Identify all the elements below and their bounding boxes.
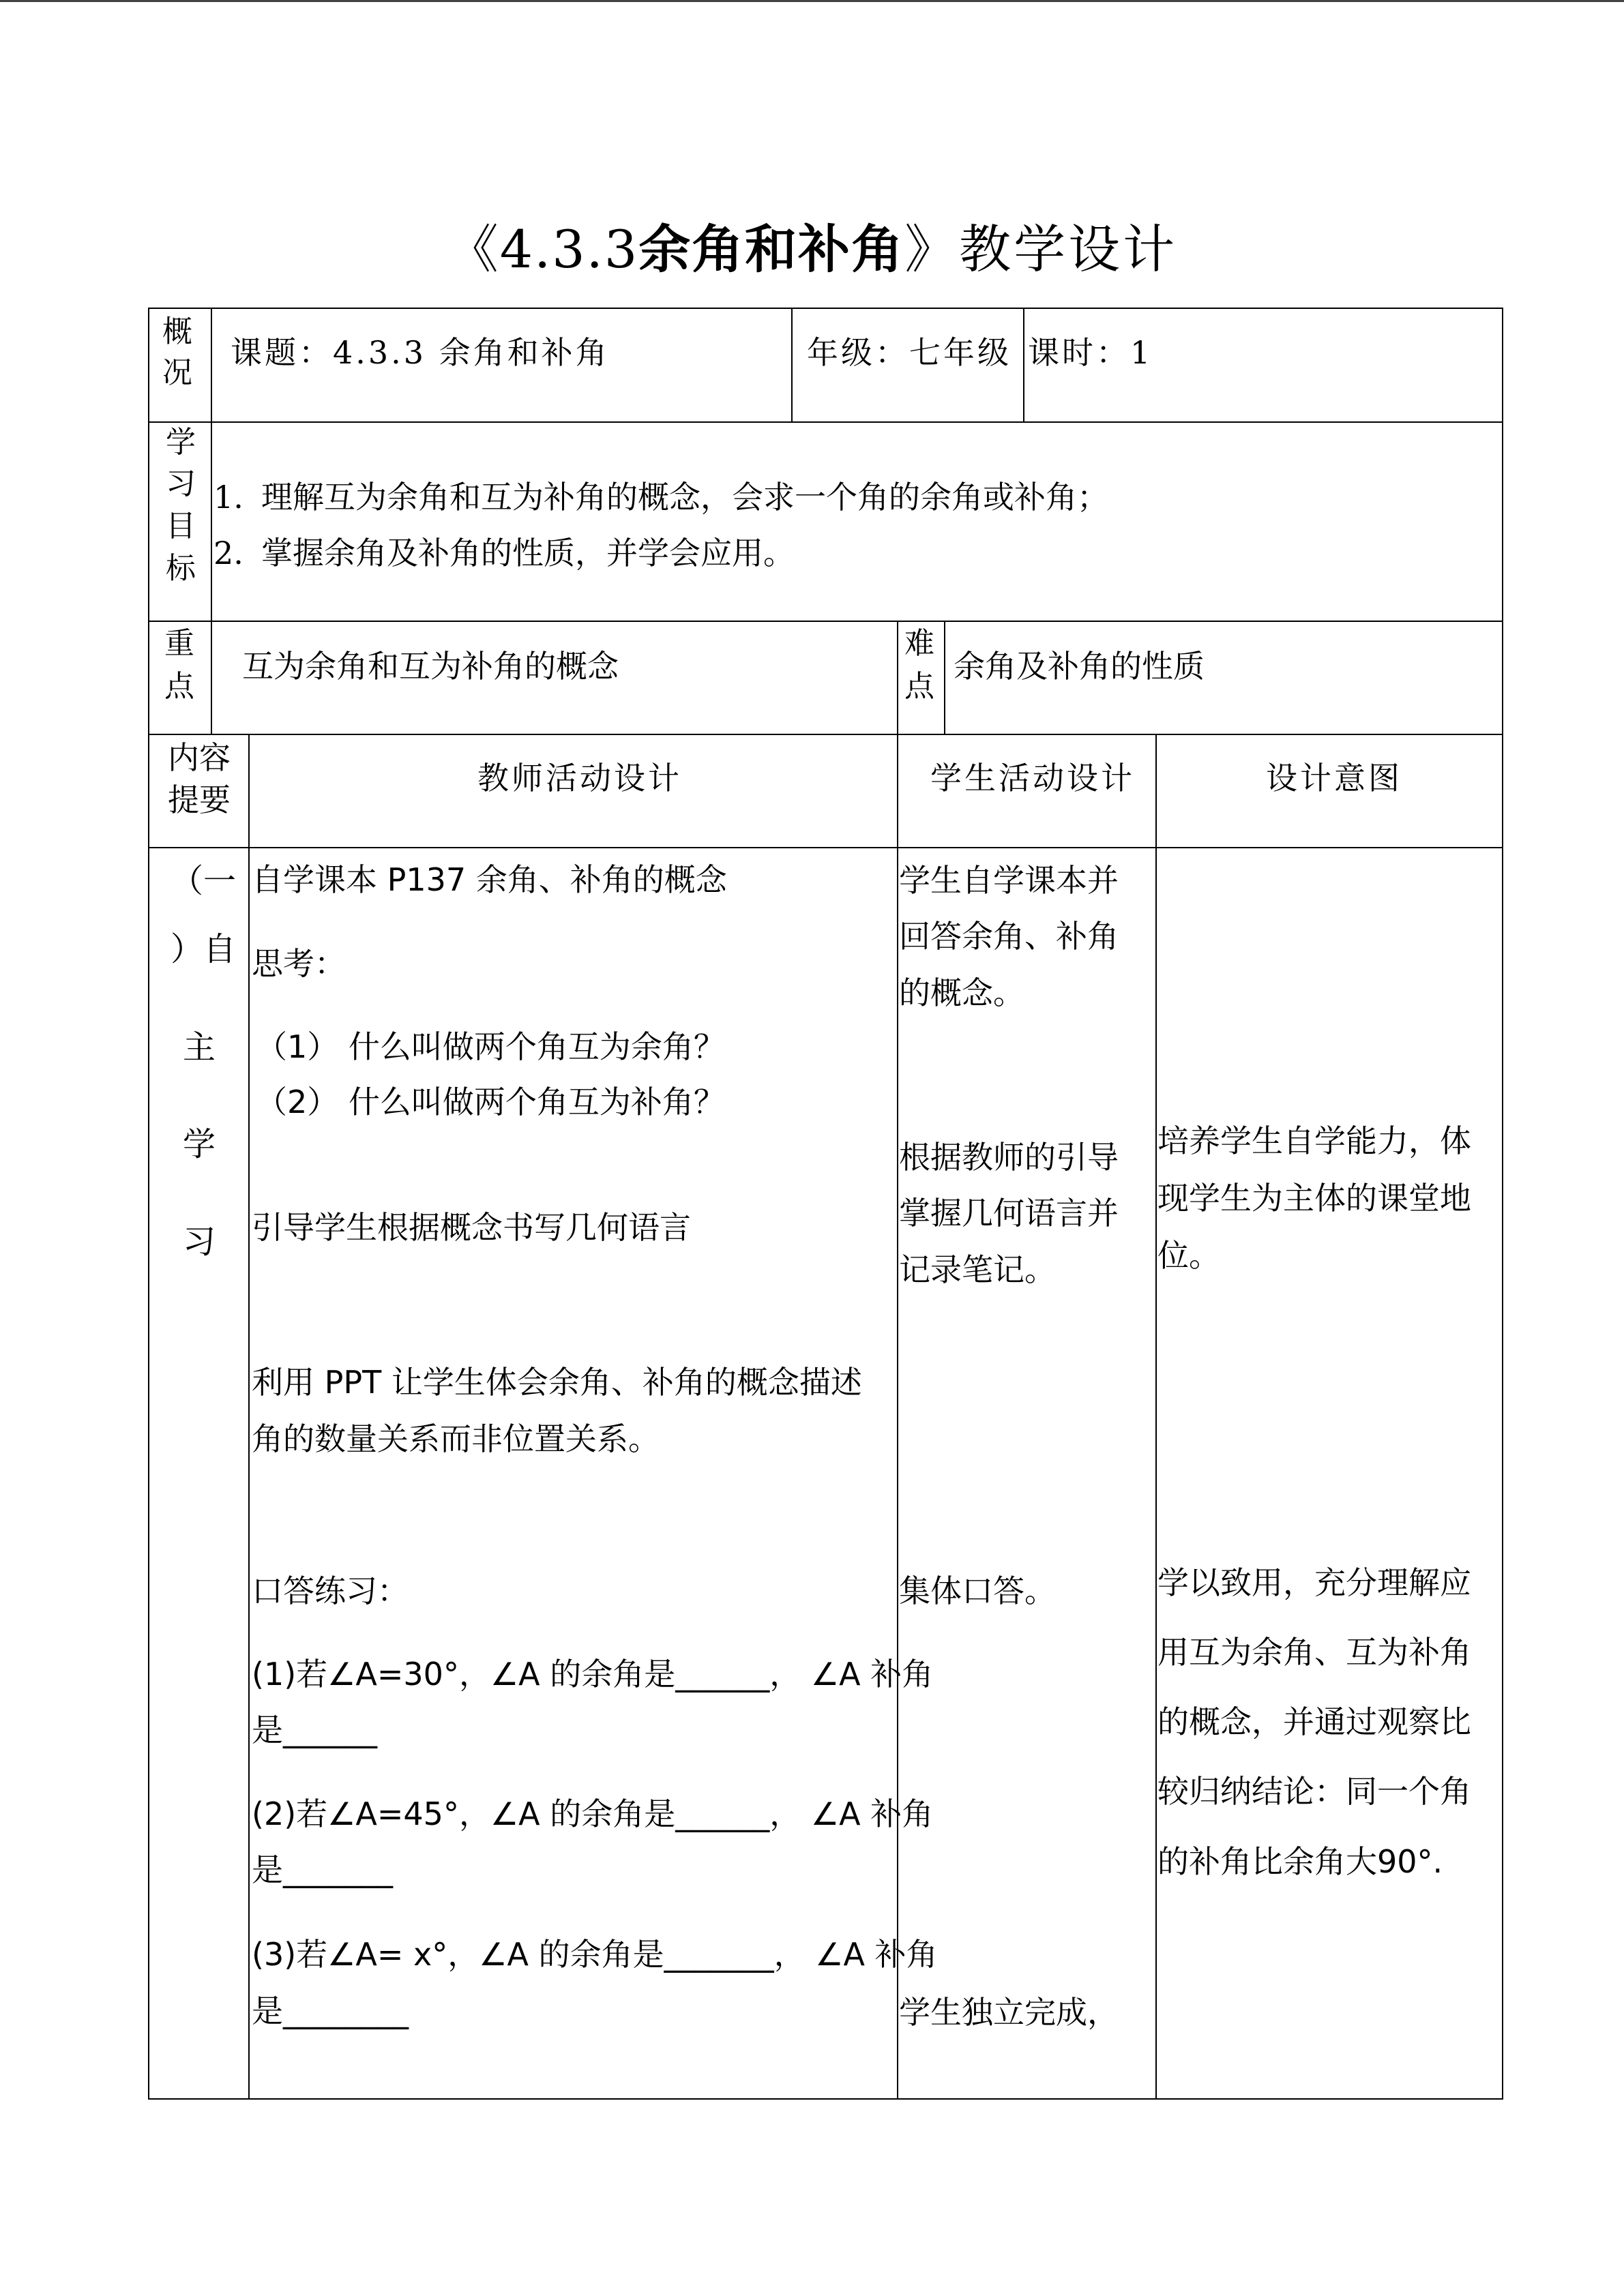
objectives-label-1: 学 [166,425,196,460]
intent-1-line-2: 现学生为主体的课堂地 [1157,1180,1471,1217]
student-activity-3: 集体口答。 [899,1572,1056,1609]
exercise-3-line-1: (3)若∠A= x°，∠A 的余角是_______， ∠A 补角 [252,1936,938,1973]
key-point-text: 互为余角和互为补角的概念 [242,648,619,685]
objectives-label-4: 标 [166,551,196,586]
teacher-question-2: （2） 什么叫做两个角互为补角？ [256,1084,725,1120]
difficulty-label-2: 点 [904,669,934,704]
intent-1-line-3: 位。 [1157,1237,1220,1274]
key-point-label-1: 重 [164,626,194,661]
intent-2-line-4: 较归纳结论：同一个角 [1157,1773,1471,1810]
objectives-label-2: 习 [166,466,196,501]
table-divider [944,621,945,734]
table-border-right [1502,308,1503,2100]
objective-2-text: 掌握余角及补角的性质，并学会应用。 [261,535,795,571]
intent-2-line-3: 的概念，并通过观察比 [1157,1703,1471,1740]
section-label-1: （一 [171,862,237,900]
table-divider [211,308,212,734]
section-label-3: 主 [183,1028,216,1067]
table-divider [1023,308,1024,421]
table-border-left [148,308,149,2100]
intent-2-line-5: 的补角比余角大90°. [1157,1843,1443,1880]
teacher-question-1: （1） 什么叫做两个角互为余角？ [256,1028,725,1065]
student-activity-1-line-3: 的概念。 [899,974,1024,1011]
table-divider [148,421,1503,423]
class-period: 课时：1 [1028,334,1153,371]
teacher-ppt-2: 角的数量关系而非位置关系。 [252,1420,660,1457]
exercise-2-line-1: (2)若∠A=45°，∠A 的余角是______， ∠A 补角 [252,1795,934,1832]
teacher-self-study: 自学课本 P137 余角、补角的概念 [252,861,727,898]
overview-label-2: 况 [162,355,192,390]
teacher-ppt-1: 利用 PPT 让学生体会余角、补角的概念描述 [252,1364,862,1401]
section-label-5: 习 [183,1223,216,1261]
header-content-1: 内容 [168,739,231,776]
header-intent: 设计意图 [1266,760,1402,796]
objective-1-number: 1. [213,479,243,516]
difficulty-label-1: 难 [904,626,934,661]
difficulty-text: 余角及补角的性质 [954,648,1205,685]
table-divider [791,308,793,421]
student-activity-1-line-2: 回答余角、补角 [899,918,1119,955]
intent-1-line-1: 培养学生自学能力，体 [1157,1122,1471,1159]
table-border-bottom [148,2098,1503,2100]
lesson-topic: 课题：4.3.3 余角和补角 [231,334,610,371]
page-title [0,208,1624,282]
objective-2-number: 2. [213,535,243,571]
teacher-think: 思考： [252,945,346,982]
student-activity-1-line-1: 学生自学课本并 [899,862,1119,899]
grade-level: 年级：七年级 [807,334,1012,371]
objectives-label-3: 目 [166,509,196,543]
exercise-1-line-2: 是______ [252,1712,377,1748]
student-activity-2-line-3: 记录笔记。 [899,1251,1056,1288]
teacher-oral-practice: 口答练习： [252,1572,409,1609]
table-divider [148,734,1503,735]
title-bold: 余角和补角 [638,219,905,280]
section-label-2: ）自 [171,930,237,968]
table-border-top [148,308,1503,309]
key-point-label-2: 点 [164,669,194,704]
overview-label-1: 概 [162,314,192,349]
exercise-3-line-2: 是________ [252,1993,409,2029]
title-prefix: 《4.3.3 [446,219,639,280]
title-suffix: 》教学设计 [904,219,1178,280]
table-divider [897,621,898,2099]
objective-1-text: 理解互为余角和互为补角的概念，会求一个角的余角或补角； [261,479,1108,516]
section-label-4: 学 [183,1125,216,1163]
table-divider [1155,734,1157,2099]
teacher-guide: 引导学生根据概念书写几何语言 [252,1209,691,1246]
table-divider [148,621,1503,622]
intent-2-line-2: 用互为余角、互为补角 [1157,1634,1471,1671]
header-content-2: 提要 [168,781,231,818]
intent-2-line-1: 学以致用，充分理解应 [1157,1564,1471,1601]
page-top-border [0,0,1624,2]
header-teacher: 教师活动设计 [477,760,682,796]
exercise-1-line-1: (1)若∠A=30°，∠A 的余角是______， ∠A 补角 [252,1656,934,1693]
student-activity-2-line-2: 掌握几何语言并 [899,1195,1119,1232]
table-divider [148,847,1503,848]
table-divider [248,734,250,2099]
header-student: 学生活动设计 [930,760,1135,796]
student-activity-4: 学生独立完成， [899,1994,1119,2031]
exercise-2-line-2: 是_______ [252,1851,393,1888]
student-activity-2-line-1: 根据教师的引导 [899,1139,1119,1176]
